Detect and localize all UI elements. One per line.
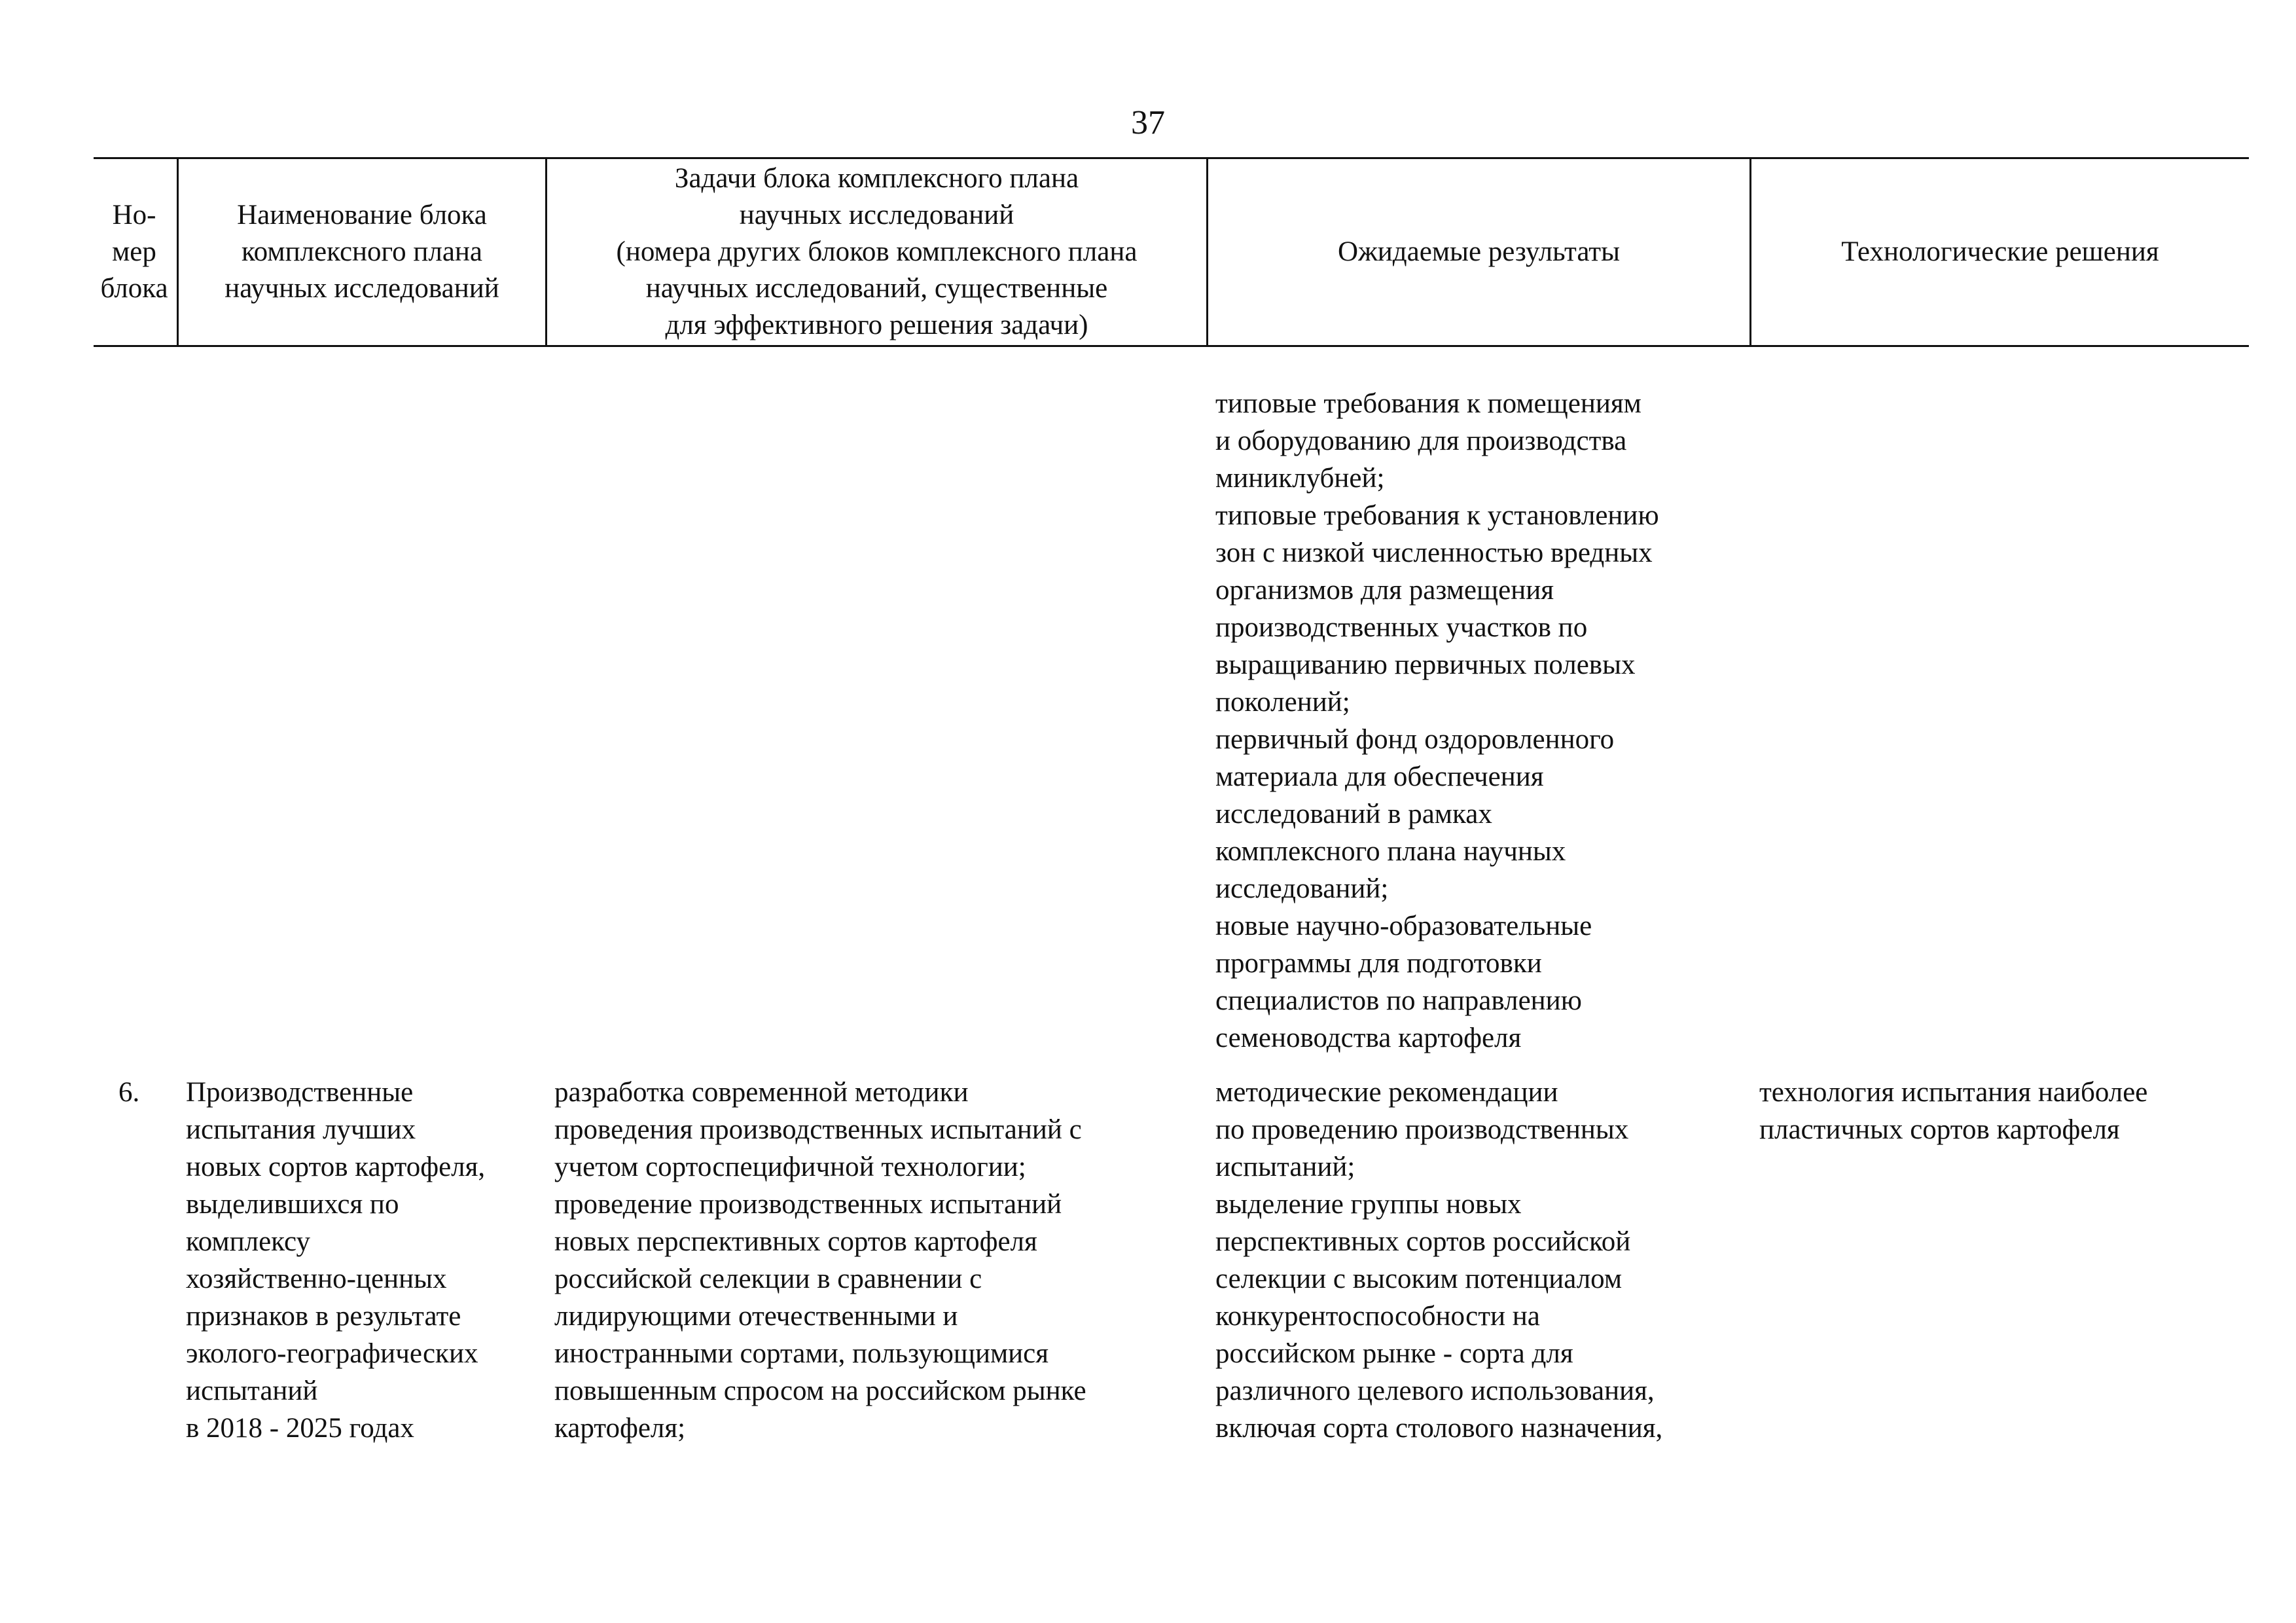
header-name-text: Наименование блока комплексного плана научных исследований [224,200,499,304]
row6-solutions: технология испытания наиболее пластичных сортов картофеля [1759,1077,2148,1145]
row6-number: 6. [118,1077,140,1108]
header-number [90,159,178,345]
row6-results: методические рекомендации по проведению производственных испытаний; выделение группы новых перспективных сортов российской селекции с высоким потенциалом конкурентоспособности на российском рынке - сорта для различного целевого использования, включая сорта столового назначения, [1215,1077,1663,1444]
header-tasks [547,159,1206,345]
page-number: 37 [1131,104,1165,141]
header-solutions-text: Технологические решения [1841,236,2159,267]
header-tasks-text: Задачи блока комплексного плана научных исследований (номера других блоков комплексного плана научных исследований, существенные для эффективного решения задачи) [616,163,1138,340]
table-header-bottom-rule [94,345,2249,347]
header-results-text: Ожидаемые результаты [1338,236,1620,267]
continuation-results: типовые требования к помещениям и оборудованию для производства миниклубней; типовые требования к установлению зон с низкой численностью вредных организмов для размещения производственных участков по выращиванию первичных полевых поколений; первичный фонд оздоровленного материала для обеспечения исследований в рамках комплексного плана научных исследований; новые научно-образовательные программы для подготовки специалистов по направлению семеноводства картофеля [1215,388,1659,1053]
row6-name: Производственные испытания лучших новых сортов картофеля, выделившихся по комплексу хозяйственно-ценных признаков в результате эколого-географических испытаний в 2018 - 2025 годах [186,1077,486,1444]
header-results [1208,159,1749,345]
header-name [179,159,545,345]
header-number-text: Но- мер блока [100,200,168,304]
header-solutions [1751,159,2249,345]
row6-tasks: разработка современной методики проведения производственных испытаний с учетом сортоспецифичной технологии; проведение производственных испытаний новых перспективных сортов картофеля российской селекции в сравнении с лидирующими отечественными и иностранными сортами, пользующимися повышенным спросом на российском рынке картофеля; [554,1077,1086,1444]
